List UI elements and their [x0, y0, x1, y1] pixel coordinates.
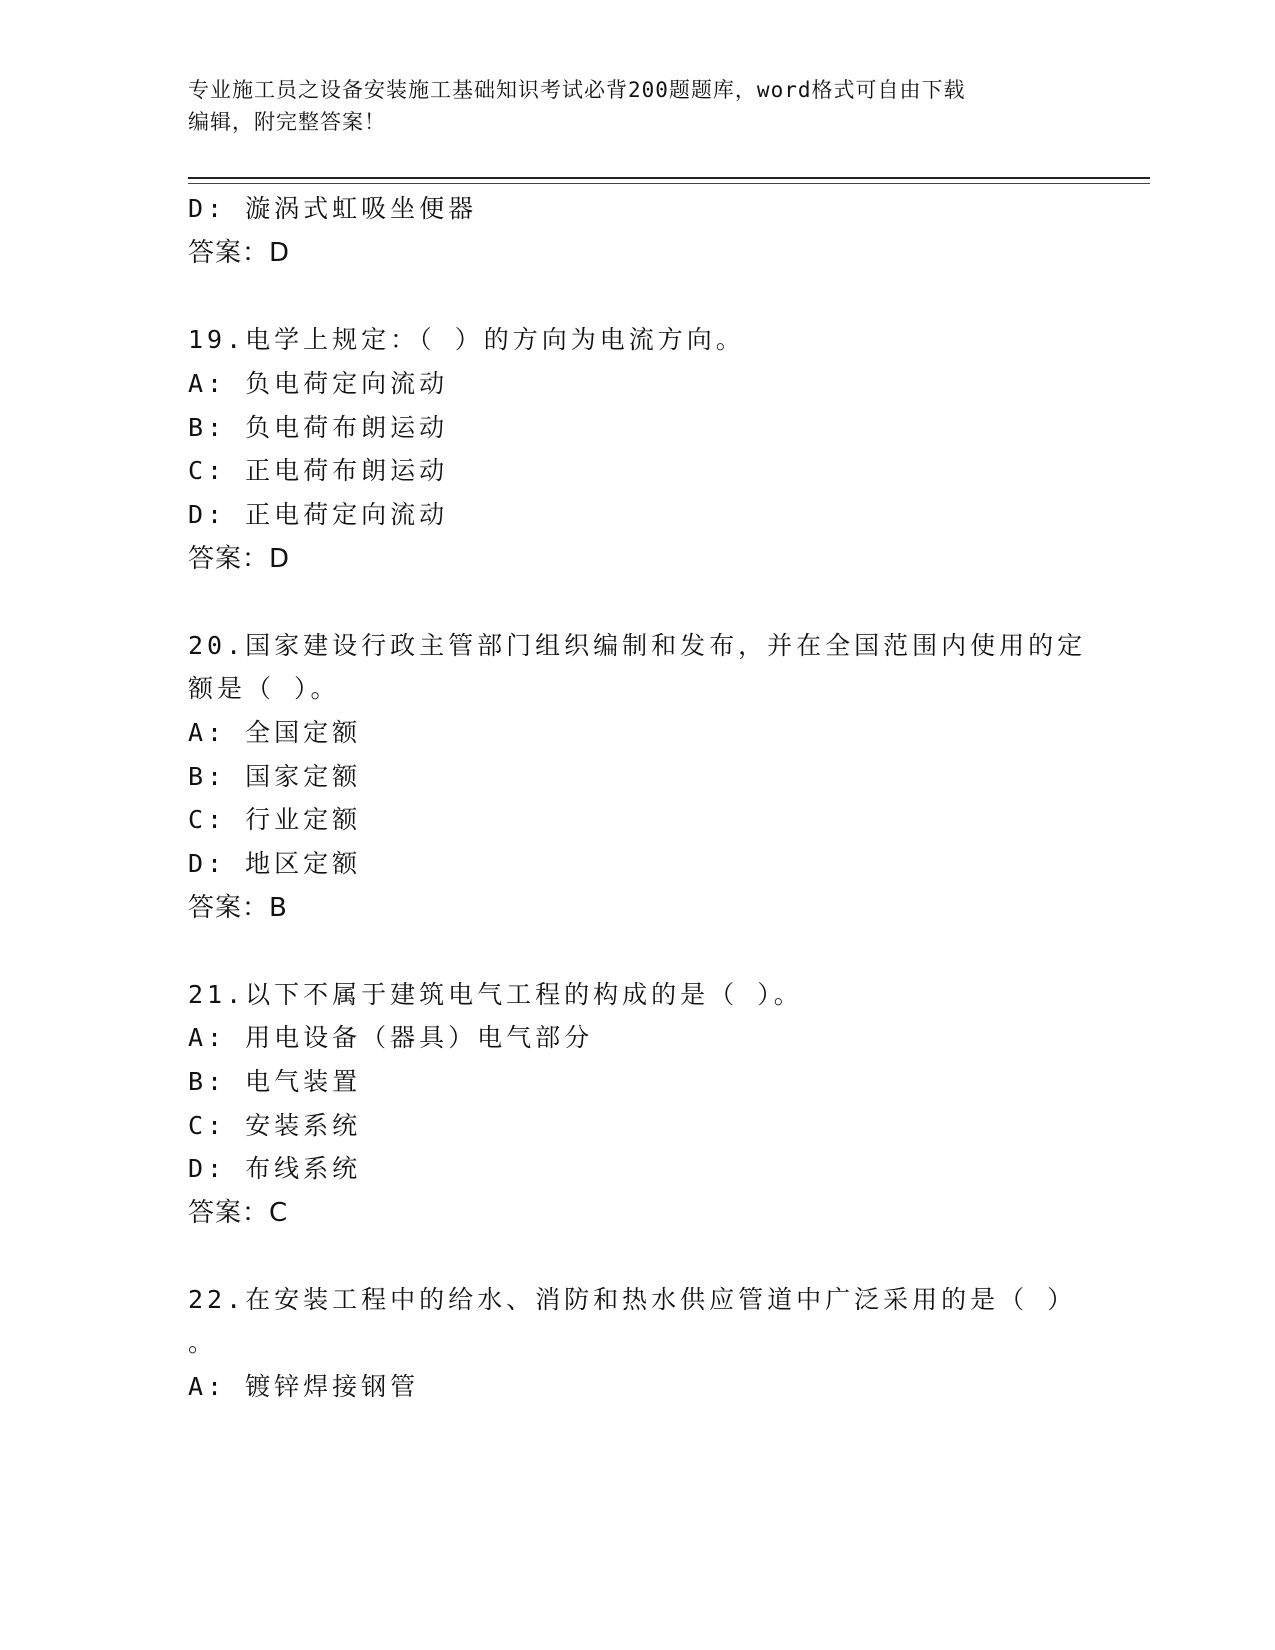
q19-answer: 答案：D — [188, 544, 291, 574]
document-header — [188, 74, 1088, 138]
prev-option-d: D: 漩涡式虹吸坐便器 — [188, 194, 478, 223]
q19-stem: 19.电学上规定：（ ）的方向为电流方向。 — [188, 325, 745, 354]
q21-stem: 21.以下不属于建筑电气工程的构成的是（ ）。 — [188, 980, 803, 1009]
q21-answer: 答案：C — [188, 1198, 289, 1228]
q20-option-d: D: 地区定额 — [188, 849, 362, 878]
q20-option-a: A: 全国定额 — [188, 718, 362, 747]
q22-stem-line-2: 。 — [188, 1328, 218, 1357]
q21-option-a: A: 用电设备（器具）电气部分 — [188, 1023, 594, 1052]
q21-option-b: B: 电气装置 — [188, 1067, 362, 1096]
q19-option-d: D: 正电荷定向流动 — [188, 500, 449, 529]
q20-option-b: B: 国家定额 — [188, 762, 362, 791]
q22-stem-line-1: 22.在安装工程中的给水、消防和热水供应管道中广泛采用的是（ ） — [188, 1285, 1077, 1314]
q20-option-c: C: 行业定额 — [188, 805, 362, 834]
prev-answer: 答案：D — [188, 238, 291, 268]
header-divider-thick — [188, 177, 1150, 179]
header-divider-thin — [188, 183, 1150, 184]
q19-option-b: B: 负电荷布朗运动 — [188, 413, 449, 442]
q21-option-c: C: 安装系统 — [188, 1111, 362, 1140]
q21-option-d: D: 布线系统 — [188, 1154, 362, 1183]
q22-option-a: A: 镀锌焊接钢管 — [188, 1372, 420, 1401]
q20-stem-line-1: 20.国家建设行政主管部门组织编制和发布，并在全国范围内使用的定 — [188, 631, 1087, 660]
q20-answer: 答案：B — [188, 893, 288, 923]
header-line-2: 编辑，附完整答案！ — [188, 110, 386, 134]
q19-option-a: A: 负电荷定向流动 — [188, 369, 449, 398]
q20-stem-line-2: 额是（ ）。 — [188, 674, 340, 703]
q19-option-c: C: 正电荷布朗运动 — [188, 456, 449, 485]
header-line-1: 专业施工员之设备安装施工基础知识考试必背200题题库，word格式可自由下载 — [188, 78, 966, 102]
